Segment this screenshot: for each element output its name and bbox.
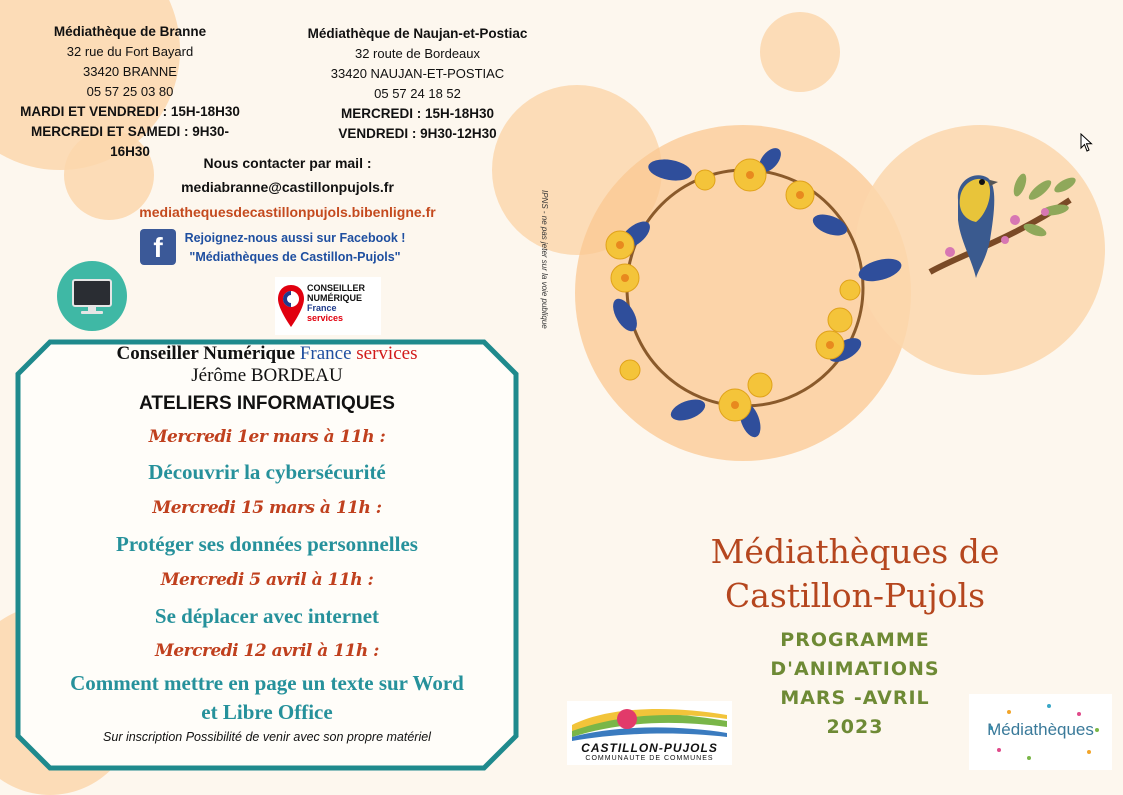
facebook-line1: Rejoignez-nous aussi sur Facebook ! bbox=[184, 231, 406, 245]
cp-logo-sub: COMMUNAUTE DE COMMUNES bbox=[585, 755, 714, 762]
naujan-city: 33420 NAUJAN-ET-POSTIAC bbox=[330, 66, 505, 81]
bg-circle-small-top bbox=[760, 12, 840, 92]
panel-advisor: Jérôme BORDEAU bbox=[191, 365, 343, 386]
cn-line4: services bbox=[307, 313, 344, 323]
branne-city: 33420 BRANNE bbox=[83, 64, 177, 79]
session-topic: Découvrir la cybersécurité bbox=[148, 460, 386, 484]
cp-logo-name: CASTILLON-PUJOLS bbox=[581, 741, 718, 755]
conseiller-numerique-logo bbox=[275, 277, 381, 335]
session-topic: Protéger ses données personnelles bbox=[116, 532, 418, 556]
naujan-hours1: MERCREDI : 15H-18H30 bbox=[340, 106, 495, 121]
branne-address bbox=[15, 22, 245, 162]
vertical-note: IPNS - ne pas jeter sur la voie publique bbox=[540, 190, 549, 329]
panel-title bbox=[30, 342, 504, 365]
castillon-pujols-logo bbox=[567, 701, 732, 765]
mediatheques-logo-text: Médiathèques bbox=[987, 720, 1094, 739]
naujan-hours2: VENDREDI : 9H30-12H30 bbox=[338, 126, 497, 141]
session-topic: Se déplacer avec internet bbox=[154, 604, 380, 628]
bird-illustration bbox=[920, 160, 1080, 285]
program-line4: 2023 bbox=[826, 716, 884, 738]
cn-line2: NUMÉRIQUE bbox=[307, 293, 363, 303]
branne-name: Médiathèque de Branne bbox=[53, 24, 207, 39]
contact-website[interactable]: mediathequesdecastillonpujols.bibenligne.fr bbox=[139, 204, 436, 220]
program-title bbox=[740, 626, 970, 742]
cover-title-line2: Castillon-Pujols bbox=[724, 576, 986, 615]
facebook-text[interactable] bbox=[180, 229, 410, 267]
facebook-line2: "Médiathèques de Castillon-Pujols" bbox=[189, 250, 401, 264]
mediatheques-logo bbox=[969, 694, 1112, 770]
session-date: Mercredi 12 avril à 11h : bbox=[155, 641, 379, 661]
cn-line3: France bbox=[307, 303, 337, 313]
workshop-panel bbox=[30, 342, 504, 747]
facebook-icon[interactable]: f bbox=[140, 229, 176, 265]
contact-heading: Nous contacter par mail : bbox=[203, 155, 372, 171]
branne-hours1: MARDI ET VENDREDI : 15H-18H30 bbox=[20, 104, 240, 119]
program-line2: D'ANIMATIONS bbox=[770, 658, 940, 680]
session-date: Mercredi 15 mars à 11h : bbox=[152, 498, 382, 518]
cn-line1: CONSEILLER bbox=[307, 283, 366, 293]
contact-email[interactable]: mediabranne@castillonpujols.fr bbox=[181, 179, 394, 195]
mouse-cursor-icon bbox=[1080, 133, 1094, 153]
panel-title-france: France bbox=[299, 343, 352, 364]
panel-footnote: Sur inscription Possibilité de venir avec son propre matériel bbox=[103, 730, 431, 744]
naujan-name: Médiathèque de Naujan-et-Postiac bbox=[307, 26, 528, 41]
branne-street: 32 rue du Fort Bayard bbox=[66, 44, 194, 59]
cover-title bbox=[690, 530, 1020, 618]
cover-title-line1: Médiathèques de bbox=[710, 532, 1000, 571]
naujan-phone: 05 57 24 18 52 bbox=[374, 86, 461, 101]
flower-wreath-illustration bbox=[590, 140, 910, 450]
program-line3: MARS -AVRIL bbox=[780, 687, 930, 709]
branne-phone: 05 57 25 03 80 bbox=[86, 84, 174, 99]
panel-heading: ATELIERS INFORMATIQUES bbox=[139, 393, 395, 414]
naujan-street: 32 route de Bordeaux bbox=[354, 46, 481, 61]
panel-title-main: Conseiller Numérique bbox=[116, 343, 296, 364]
session-topic: Comment mettre en page un texte sur Word et Libre Office bbox=[70, 671, 464, 724]
branne-hours2: MERCREDI ET SAMEDI : 9H30-16H30 bbox=[30, 124, 230, 159]
session-date: Mercredi 1er mars à 11h : bbox=[148, 427, 386, 447]
panel-title-services: services bbox=[356, 343, 418, 364]
session-date: Mercredi 5 avril à 11h : bbox=[160, 570, 374, 590]
computer-icon bbox=[57, 261, 127, 331]
program-line1: PROGRAMME bbox=[780, 629, 930, 651]
naujan-address bbox=[290, 24, 545, 144]
contact-block bbox=[100, 152, 475, 224]
